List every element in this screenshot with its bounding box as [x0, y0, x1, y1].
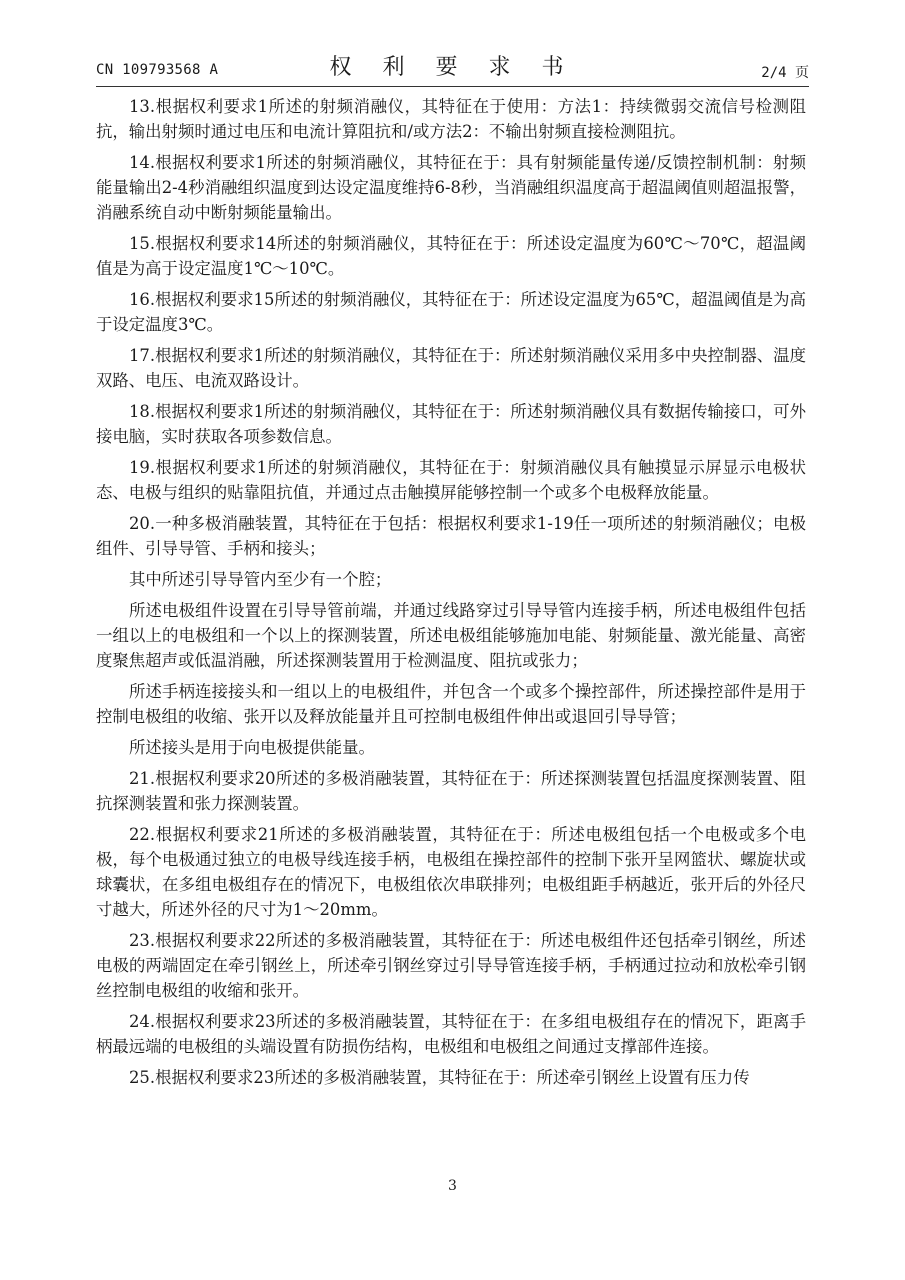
claim-18: 18.根据权利要求1所述的射频消融仪，其特征在于：所述射频消融仪具有数据传输接口，可外接电脑，实时获取各项参数信息。 [96, 402, 806, 446]
header-rule [96, 86, 809, 87]
claim-22: 22.根据权利要求21所述的多极消融装置，其特征在于：所述电极组包括一个电极或多个电极，每个电极通过独立的电极导线连接手柄，电极组在操控部件的控制下张开呈网篮状、螺旋状或球囊状，在多组电极组存在的情况下，电极组依次串联排列；电极组距手柄越近，张开后的外径尺寸越大，所述外径的尺寸为1～20mm。 [96, 825, 806, 919]
claim-23: 23.根据权利要求22所述的多极消融装置，其特征在于：所述电极组件还包括牵引钢丝，所述电极的两端固定在牵引钢丝上，所述牵引钢丝穿过引导导管连接手柄，手柄通过拉动和放松牵引钢丝控制电极组的收缩和张开。 [96, 931, 806, 1000]
page-indicator: 2/4 页 [761, 65, 809, 81]
page-number: 3 [448, 1178, 457, 1194]
claim-13: 13.根据权利要求1所述的射频消融仪，其特征在于使用：方法1：持续微弱交流信号检测阻抗，输出射频时通过电压和电流计算阻抗和/或方法2：不输出射频直接检测阻抗。 [96, 97, 806, 141]
claim-17: 17.根据权利要求1所述的射频消融仪，其特征在于：所述射频消融仪采用多中央控制器、温度双路、电压、电流双路设计。 [96, 346, 806, 390]
claim-19: 19.根据权利要求1所述的射频消融仪，其特征在于：射频消融仪具有触摸显示屏显示电极状态、电极与组织的贴靠阻抗值，并通过点击触摸屏能够控制一个或多个电极释放能量。 [96, 458, 806, 502]
claim-20-connector: 所述接头是用于向电极提供能量。 [129, 738, 375, 757]
patent-number: CN 109793568 A [96, 62, 219, 78]
claim-24: 24.根据权利要求23所述的多极消融装置，其特征在于：在多组电极组存在的情况下，距离手柄最远端的电极组的头端设置有防损伤结构，电极组和电极组之间通过支撑部件连接。 [96, 1012, 806, 1056]
claim-16: 16.根据权利要求15所述的射频消融仪，其特征在于：所述设定温度为65℃，超温阈值是为高于设定温度3℃。 [96, 290, 806, 334]
claim-14: 14.根据权利要求1所述的射频消融仪，其特征在于：具有射频能量传递/反馈控制机制：射频能量输出2-4秒消融组织温度到达设定温度维持6-8秒，当消融组织温度高于超温阈值则超温报警，消融系统自动中断射频能量输出。 [96, 153, 806, 222]
claim-21: 21.根据权利要求20所述的多极消融装置，其特征在于：所述探测装置包括温度探测装置、阻抗探测装置和张力探测装置。 [96, 769, 806, 813]
claim-20-electrode-assembly: 所述电极组件设置在引导导管前端，并通过线路穿过引导导管内连接手柄，所述电极组件包括一组以上的电极组和一个以上的探测装置，所述电极组能够施加电能、射频能量、激光能量、高密度聚焦超声或低温消融，所述探测装置用于检测温度、阻抗或张力； [96, 601, 806, 670]
claim-20-handle: 所述手柄连接接头和一组以上的电极组件，并包含一个或多个操控部件，所述操控部件是用于控制电极组的收缩、张开以及释放能量并且可控制电极组件伸出或退回引导导管； [96, 682, 806, 726]
claim-15: 15.根据权利要求14所述的射频消融仪，其特征在于：所述设定温度为60℃～70℃，超温阈值是为高于设定温度1℃～10℃。 [96, 234, 806, 278]
document-title: 权 利 要 求 书 [329, 55, 576, 80]
claim-20: 20.一种多极消融装置，其特征在于包括：根据权利要求1-19任一项所述的射频消融仪；电极组件、引导导管、手柄和接头； [96, 514, 806, 558]
claim-25: 25.根据权利要求23所述的多极消融装置，其特征在于：所述牵引钢丝上设置有压力传 [129, 1068, 750, 1087]
claims-body [96, 94, 806, 1096]
page-header [96, 50, 809, 84]
claim-20-lumen: 其中所述引导导管内至少有一个腔； [129, 570, 392, 589]
